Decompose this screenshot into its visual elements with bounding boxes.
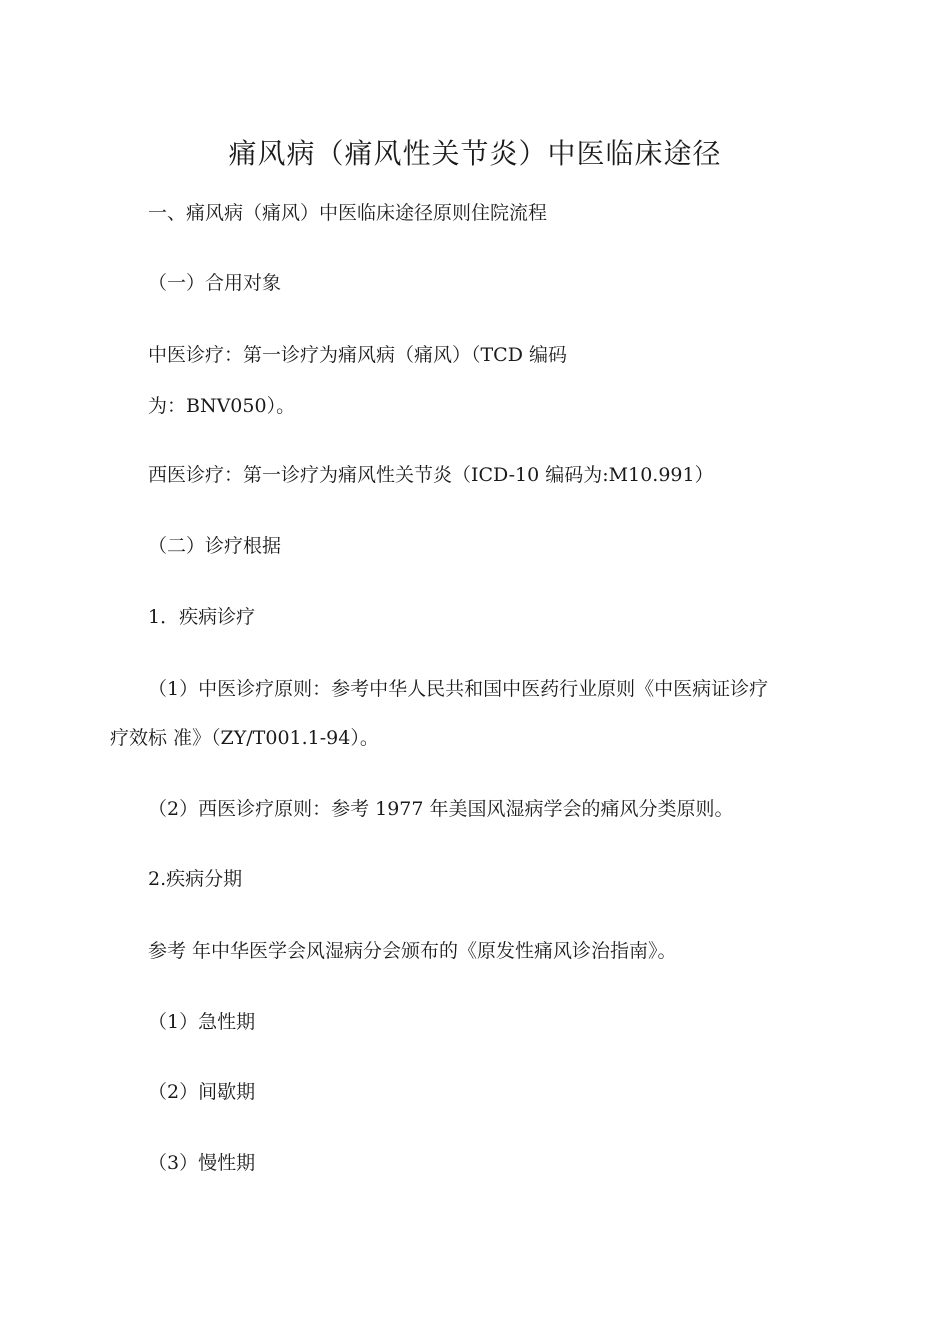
western-diagnosis: 西医诊疗：第一诊疗为痛风性关节炎（ICD-10 编码为:M10.991） [148,464,714,486]
section-heading: 一、痛风病（痛风）中医临床途径原则住院流程 [148,202,548,224]
tcm-criteria-line-1: （1）中医诊疗原则：参考中华人民共和国中医药行业原则《中医病证诊疗 [148,678,769,700]
tcm-criteria-line-2: 疗效标 准》（ZY/T001.1-94）。 [110,727,379,749]
item-heading-disease-diagnosis: 1．疾病诊疗 [148,606,256,628]
stage-intermittent: （2）间歇期 [148,1081,256,1103]
subsection-heading-diagnosis-basis: （二）诊疗根据 [148,535,282,557]
document-title: 痛风病（痛风性关节炎）中医临床途径 [228,137,722,170]
western-criteria: （2）西医诊疗原则：参考 1977 年美国风湿病学会的痛风分类原则。 [148,798,734,820]
stage-acute: （1）急性期 [148,1011,256,1033]
staging-reference: 参考 年中华医学会风湿病分会颁布的《原发性痛风诊治指南》。 [148,940,677,962]
tcm-diagnosis-line-1: 中医诊疗：第一诊疗为痛风病（痛风）（TCD 编码 [148,344,567,366]
item-heading-disease-staging: 2.疾病分期 [148,868,243,890]
stage-chronic: （3）慢性期 [148,1152,256,1174]
tcm-diagnosis-line-2: 为：BNV050）。 [148,395,296,417]
subsection-heading-applicable-objects: （一）合用对象 [148,272,282,294]
